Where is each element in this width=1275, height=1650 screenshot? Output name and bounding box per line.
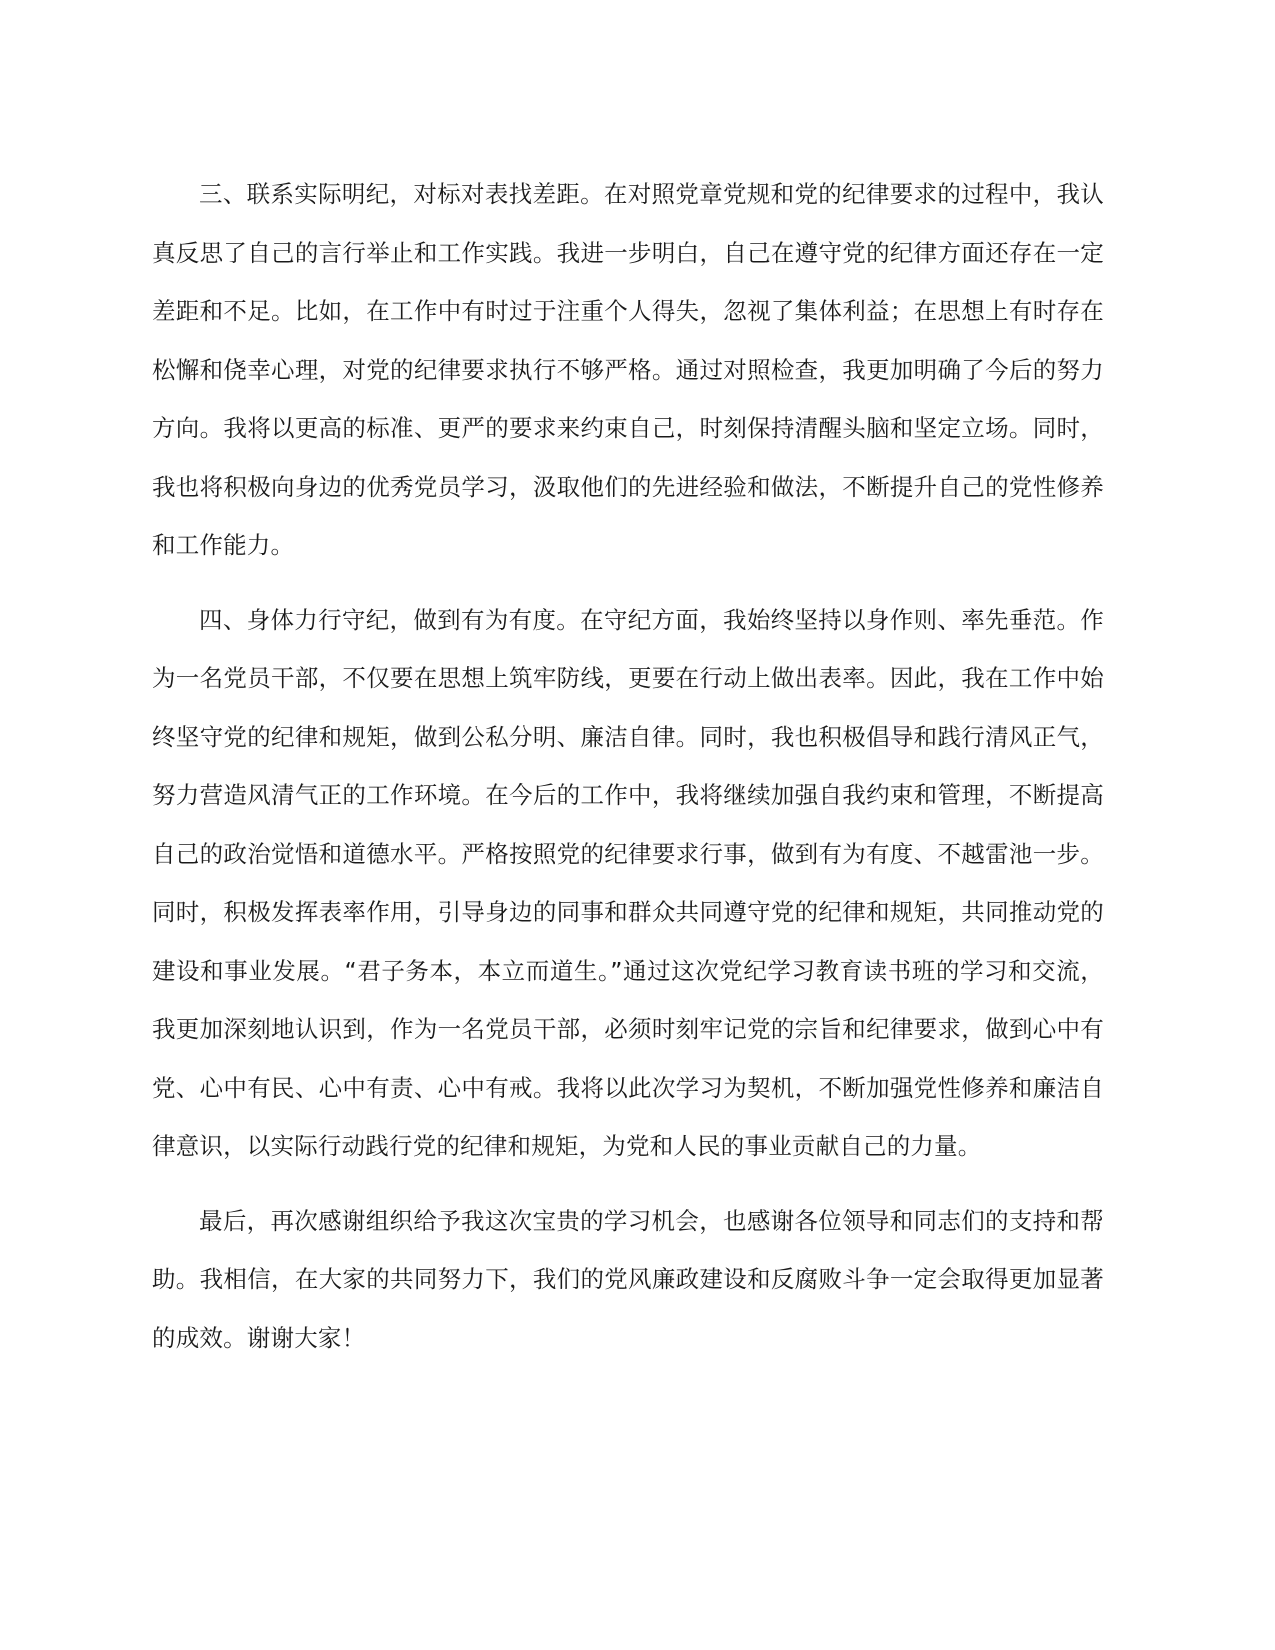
paragraph-closing: 最后，再次感谢组织给予我这次宝贵的学习机会，也感谢各位领导和同志们的支持和帮助。我相信，在大家的共同努力下，我们的党风廉政建设和反腐败斗争一定会取得更加显著的成效。谢谢大家！ (152, 1206, 1104, 1352)
paragraph-section-three: 三、联系实际明纪，对标对表找差距。在对照党章党规和党的纪律要求的过程中，我认真反思了自己的言行举止和工作实践。我进一步明白，自己在遵守党的纪律方面还存在一定差距和不足。比如，在工作中有时过于注重个人得失，忽视了集体利益；在思想上有时存在松懈和侥幸心理，对党的纪律要求执行不够严格。通过对照检查，我更加明确了今后的努力方向。我将以更高的标准、更严的要求来约束自己，时刻保持清醒头脑和坚定立场。同时，我也将积极向身边的优秀党员学习，汲取他们的先进经验和做法，不断提升自己的党性修养和工作能力。 (152, 180, 1104, 559)
paragraph-section-four: 四、身体力行守纪，做到有为有度。在守纪方面，我始终坚持以身作则、率先垂范。作为一名党员干部，不仅要在思想上筑牢防线，更要在行动上做出表率。因此，我在工作中始终坚守党的纪律和规矩，做到公私分明、廉洁自律。同时，我也积极倡导和践行清风正气，努力营造风清气正的工作环境。在今后的工作中，我将继续加强自我约束和管理，不断提高自己的政治觉悟和道德水平。严格按照党的纪律要求行事，做到有为有度、不越雷池一步。同时，积极发挥表率作用，引导身边的同事和群众共同遵守党的纪律和规矩，共同推动党的建设和事业发展。“君子务本，本立而道生。”通过这次党纪学习教育读书班的学习和交流，我更加深刻地认识到，作为一名党员干部，必须时刻牢记党的宗旨和纪律要求，做到心中有党、心中有民、心中有责、心中有戒。我将以此次学习为契机，不断加强党性修养和廉洁自律意识，以实际行动践行党的纪律和规矩，为党和人民的事业贡献自己的力量。 (152, 605, 1104, 1160)
document-body (152, 165, 1104, 1383)
